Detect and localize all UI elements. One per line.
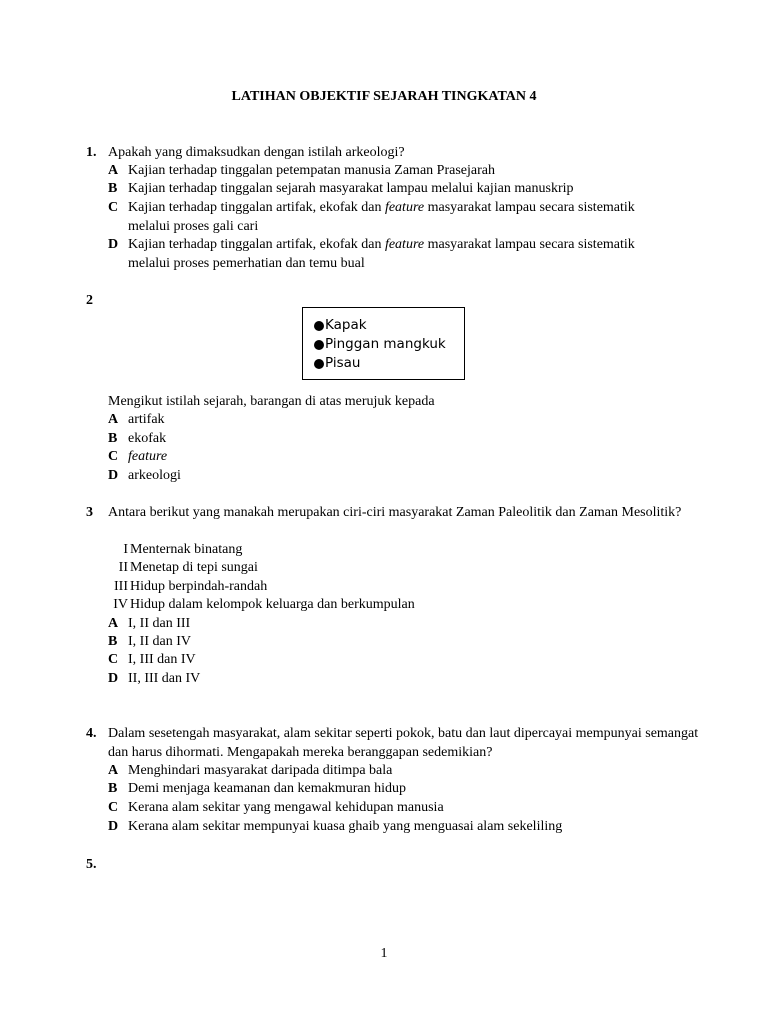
option-text: arkeologi	[128, 468, 181, 483]
roman-numeral: IV	[113, 597, 128, 612]
question-4-text: Dalam sesetengah masyarakat, alam sekitar seperti pokok, batu dan laut dipercayai mempunyai semangat dan harus dihormati. Mengapakah mereka beranggapan sedemikian?	[108, 726, 699, 760]
option-letter: B	[108, 781, 118, 796]
question-2-text: Mengikut istilah sejarah, barangan di atas merujuk kepada	[108, 394, 435, 409]
option-letter: D	[108, 671, 119, 686]
statement-iii	[108, 578, 267, 597]
option-text: Kerana alam sekitar yang mengawal kehidupan manusia	[128, 800, 444, 815]
option-text: Demi menjaga keamanan dan kemakmuran hidup	[128, 781, 406, 796]
statement-text: Menternak binatang	[130, 542, 243, 557]
question-3-option-d	[108, 670, 703, 689]
option-text	[128, 199, 703, 236]
bullet-icon	[314, 340, 324, 350]
option-text: Kerana alam sekitar mempunyai kuasa ghaib yang menguasai alam sekeliling	[128, 819, 563, 834]
option-text-part: masyarakat lampau secara sistematik	[424, 237, 635, 252]
option-text-italic: feature	[384, 237, 425, 252]
roman-numeral: II	[118, 560, 128, 575]
statement-text: Hidup dalam kelompok keluarga dan berkumpulan	[130, 597, 415, 612]
statement-i	[108, 541, 242, 560]
question-1-option-c	[108, 199, 703, 236]
question-5-number: 5.	[86, 857, 97, 872]
statement-ii	[108, 559, 258, 578]
statement-iv	[108, 596, 415, 615]
box-item-text: Pisau	[325, 355, 361, 371]
option-letter: B	[108, 431, 118, 446]
box-item	[314, 354, 464, 373]
question-4-number: 4.	[86, 726, 97, 741]
option-text: ekofak	[128, 431, 167, 446]
document-title: LATIHAN OBJEKTIF SEJARAH TINGKATAN 4	[231, 89, 537, 104]
question-1-option-d	[108, 236, 703, 273]
box-item	[314, 335, 464, 354]
question-2-option-a	[108, 411, 703, 430]
question-1-option-a	[108, 162, 703, 181]
question-2-option-b	[108, 430, 703, 449]
option-letter: C	[108, 652, 119, 667]
item-list-box	[302, 307, 465, 380]
option-text-part: Kajian terhadap tinggalan artifak, ekofak dan	[128, 200, 385, 215]
page-number: 1	[380, 946, 388, 961]
question-3-option-c	[108, 651, 703, 670]
option-letter: D	[108, 468, 119, 483]
question-4-option-d	[108, 818, 703, 837]
option-text: Kajian terhadap tinggalan petempatan manusia Zaman Prasejarah	[128, 163, 495, 178]
option-letter: B	[108, 181, 118, 196]
question-2-number: 2	[86, 293, 93, 308]
option-text: feature	[128, 449, 168, 464]
option-text: artifak	[128, 412, 165, 427]
question-3-text: Antara berikut yang manakah merupakan ciri-ciri masyarakat Zaman Paleolitik dan Zaman Mesolitik?	[108, 505, 682, 520]
option-text: I, II dan IV	[128, 634, 191, 649]
option-text	[128, 236, 703, 273]
option-letter: D	[108, 237, 119, 252]
question-2-option-c	[108, 448, 703, 467]
option-letter: A	[108, 616, 119, 631]
option-letter: A	[108, 412, 119, 427]
option-letter: B	[108, 634, 118, 649]
box-item-text: Kapak	[325, 317, 367, 333]
question-1-text: Apakah yang dimaksudkan dengan istilah arkeologi?	[108, 145, 405, 160]
option-letter: D	[108, 819, 119, 834]
option-letter: C	[108, 449, 119, 464]
option-text: Menghindari masyarakat daripada ditimpa bala	[128, 763, 393, 778]
statement-text: Hidup berpindah-randah	[130, 579, 268, 594]
question-3-option-b	[108, 633, 703, 652]
option-text: I, II dan III	[128, 616, 191, 631]
question-4-option-c	[108, 799, 703, 818]
option-text-part: melalui proses pemerhatian dan temu bual	[128, 255, 365, 271]
option-text: I, III dan IV	[128, 652, 196, 667]
option-text-italic: feature	[384, 200, 425, 215]
question-4-option-a	[108, 762, 703, 781]
question-1-option-b	[108, 180, 703, 199]
question-3-option-a	[108, 615, 703, 634]
roman-numeral: I	[123, 542, 128, 557]
statement-text: Menetap di tepi sungai	[130, 560, 258, 575]
question-2-option-d	[108, 467, 703, 486]
option-letter: A	[108, 763, 119, 778]
bullet-icon	[314, 321, 324, 331]
question-1-number: 1.	[86, 145, 97, 160]
question-4-option-b	[108, 780, 703, 799]
option-text-part: Kajian terhadap tinggalan artifak, ekofak dan	[128, 237, 385, 252]
bullet-icon	[314, 359, 324, 369]
option-text-part: melalui proses gali cari	[128, 218, 259, 234]
option-letter: A	[108, 163, 119, 178]
option-text-part: masyarakat lampau secara sistematik	[424, 200, 635, 215]
option-text: Kajian terhadap tinggalan sejarah masyarakat lampau melalui kajian manuskrip	[128, 181, 574, 196]
roman-numeral: III	[114, 579, 128, 594]
option-letter: C	[108, 800, 119, 815]
question-3-number: 3	[86, 505, 93, 520]
option-letter: C	[108, 200, 119, 215]
option-text: II, III dan IV	[128, 671, 201, 686]
box-item	[314, 316, 464, 335]
box-item-text: Pinggan mangkuk	[325, 336, 446, 352]
